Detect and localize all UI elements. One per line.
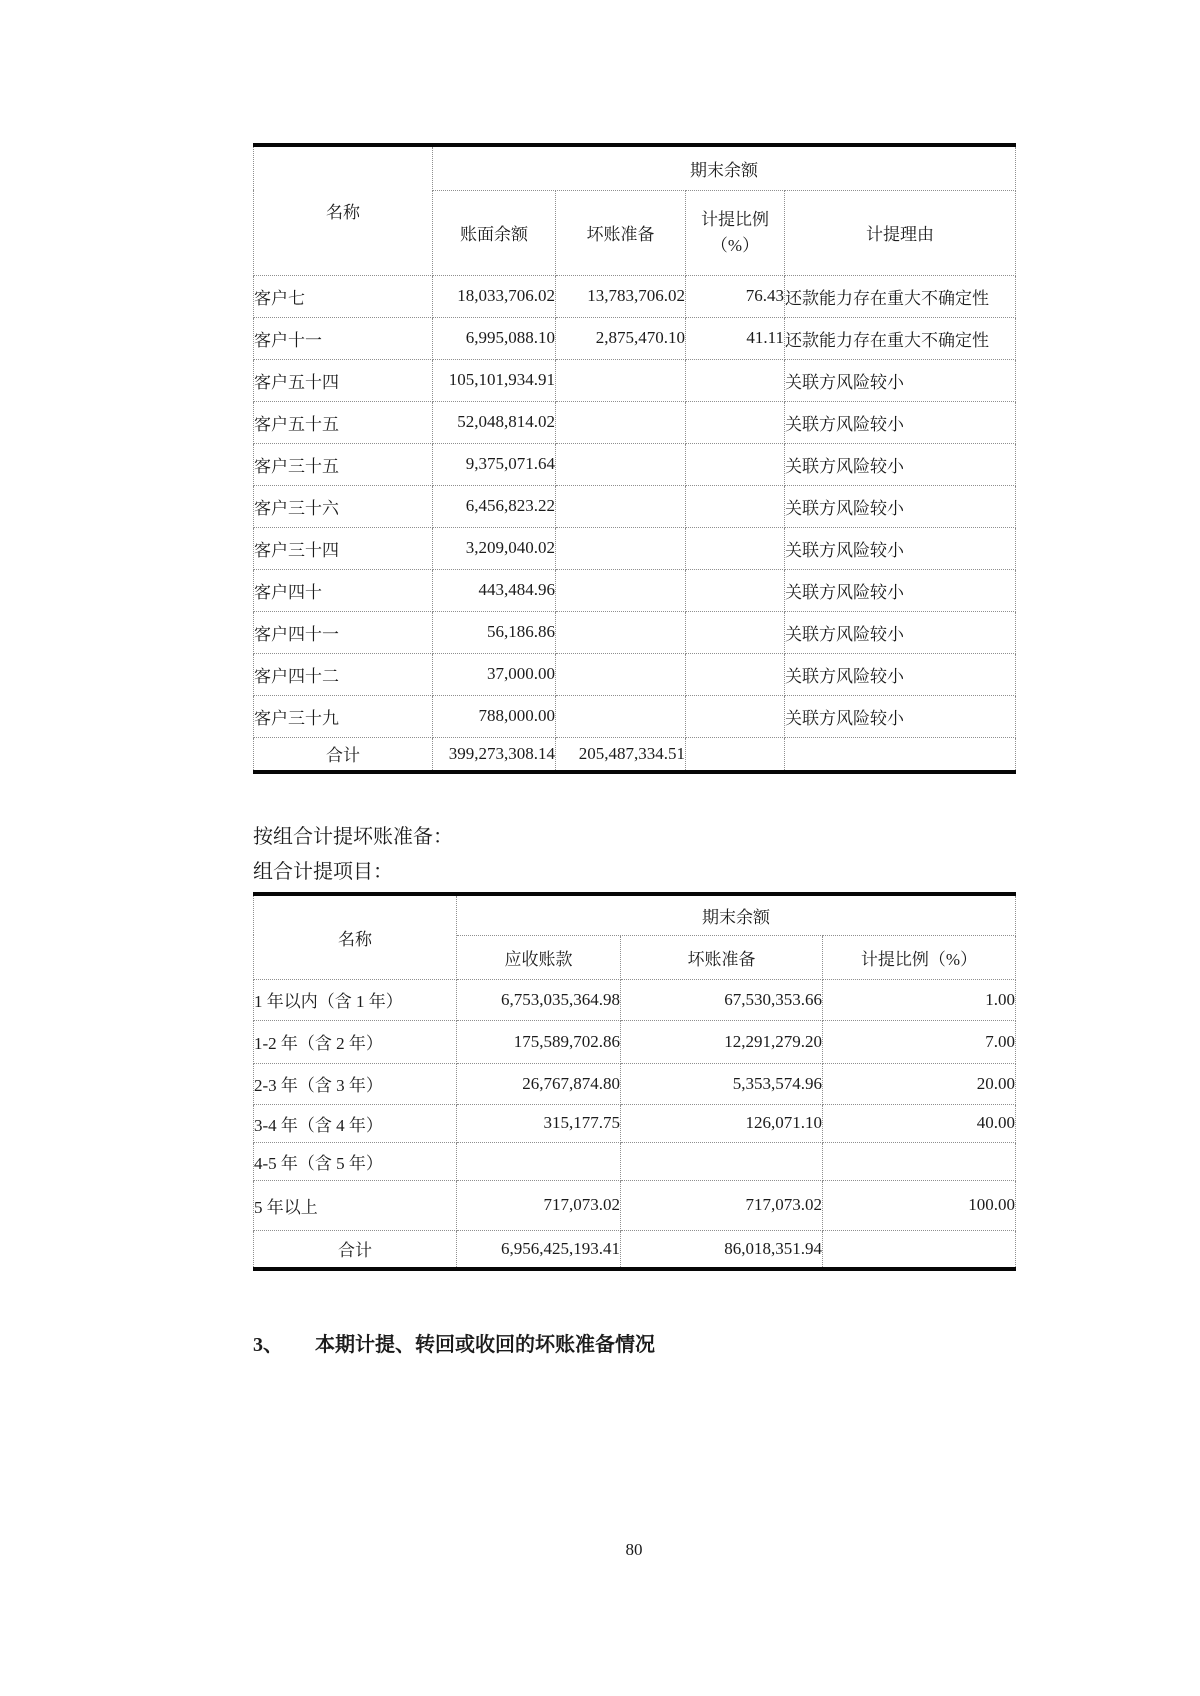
- table1-row: [254, 485, 1016, 527]
- ratio-cell: [686, 569, 785, 611]
- table2-header-name: 名称: [254, 894, 457, 979]
- ratio-cell: [686, 359, 785, 401]
- customer-name-cell: 客户五十四: [254, 359, 433, 401]
- total-book-balance-cell: 399,273,308.14: [433, 737, 556, 772]
- aging-name-cell: 1 年以内（含 1 年）: [254, 979, 457, 1020]
- customer-name-cell: 客户七: [254, 275, 433, 317]
- ratio-cell: [686, 485, 785, 527]
- customer-name-cell: 客户三十五: [254, 443, 433, 485]
- reason-cell: 还款能力存在重大不确定性: [785, 275, 1016, 317]
- table1-header-provision: 坏账准备: [556, 190, 686, 275]
- provision-cell: [556, 443, 686, 485]
- aging-name-cell: 2-3 年（含 3 年）: [254, 1063, 457, 1104]
- table1-row: [254, 359, 1016, 401]
- ratio-cell: [686, 401, 785, 443]
- customer-name-cell: 客户五十五: [254, 401, 433, 443]
- table1-header-ratio-line1: 计提比例: [701, 209, 769, 229]
- section-heading-text: 本期计提、转回或收回的坏账准备情况: [315, 1334, 655, 1356]
- provision-cell: [556, 485, 686, 527]
- ratio-cell: 7.00: [823, 1020, 1016, 1063]
- ratio-cell: [823, 1142, 1016, 1180]
- individual-provision-table: [253, 143, 1016, 774]
- book-balance-cell: 9,375,071.64: [433, 443, 556, 485]
- table1-header-book-balance: 账面余额: [433, 190, 556, 275]
- receivable-cell: 6,753,035,364.98: [457, 979, 621, 1020]
- section-heading-number: 3、: [253, 1334, 283, 1356]
- ratio-cell: [686, 611, 785, 653]
- table1-header-ending-balance: 期末余额: [433, 145, 1016, 190]
- total-ratio-cell: [686, 737, 785, 772]
- table1-row: [254, 653, 1016, 695]
- reason-cell: 关联方风险较小: [785, 653, 1016, 695]
- total-label-cell: 合计: [254, 737, 433, 772]
- ratio-cell: [686, 653, 785, 695]
- table2-header-ratio: 计提比例（%）: [823, 935, 1016, 979]
- provision-cell: [556, 359, 686, 401]
- table1-row: [254, 317, 1016, 359]
- ratio-cell: 100.00: [823, 1180, 1016, 1230]
- book-balance-cell: 3,209,040.02: [433, 527, 556, 569]
- ratio-cell: [686, 527, 785, 569]
- portfolio-section-text: [253, 820, 453, 890]
- book-balance-cell: 37,000.00: [433, 653, 556, 695]
- ratio-cell: 20.00: [823, 1063, 1016, 1104]
- reason-cell: 关联方风险较小: [785, 485, 1016, 527]
- table1-row: [254, 443, 1016, 485]
- reason-cell: 还款能力存在重大不确定性: [785, 317, 1016, 359]
- ratio-cell: [686, 695, 785, 737]
- reason-cell: 关联方风险较小: [785, 359, 1016, 401]
- table2-header-provision: 坏账准备: [621, 935, 823, 979]
- table1-row: [254, 527, 1016, 569]
- table1-row: [254, 569, 1016, 611]
- book-balance-cell: 52,048,814.02: [433, 401, 556, 443]
- total-ratio-cell: [823, 1230, 1016, 1269]
- provision-cell: [621, 1142, 823, 1180]
- aging-name-cell: 3-4 年（含 4 年）: [254, 1104, 457, 1142]
- reason-cell: 关联方风险较小: [785, 695, 1016, 737]
- provision-cell: 717,073.02: [621, 1180, 823, 1230]
- provision-cell: 67,530,353.66: [621, 979, 823, 1020]
- table2-row: [254, 1180, 1016, 1230]
- total-provision-cell: 86,018,351.94: [621, 1230, 823, 1269]
- table2-row: [254, 1142, 1016, 1180]
- receivable-cell: 175,589,702.86: [457, 1020, 621, 1063]
- total-label-cell: 合计: [254, 1230, 457, 1269]
- customer-name-cell: 客户四十一: [254, 611, 433, 653]
- section-heading: [253, 1333, 655, 1357]
- customer-name-cell: 客户三十四: [254, 527, 433, 569]
- table2-header-receivable: 应收账款: [457, 935, 621, 979]
- table2-header-ending-balance: 期末余额: [457, 894, 1016, 935]
- provision-cell: 126,071.10: [621, 1104, 823, 1142]
- book-balance-cell: 6,456,823.22: [433, 485, 556, 527]
- ratio-cell: 1.00: [823, 979, 1016, 1020]
- ratio-cell: 76.43: [686, 275, 785, 317]
- table2-row: [254, 979, 1016, 1020]
- provision-cell: [556, 401, 686, 443]
- book-balance-cell: 6,995,088.10: [433, 317, 556, 359]
- table1-row: [254, 401, 1016, 443]
- receivable-cell: 315,177.75: [457, 1104, 621, 1142]
- portfolio-provision-table: [253, 892, 1016, 1271]
- ratio-cell: 41.11: [686, 317, 785, 359]
- provision-cell: 2,875,470.10: [556, 317, 686, 359]
- table1-row: [254, 695, 1016, 737]
- aging-name-cell: 1-2 年（含 2 年）: [254, 1020, 457, 1063]
- table1-header-name: 名称: [254, 145, 433, 275]
- portfolio-section-line1: 按组合计提坏账准备：: [253, 826, 453, 848]
- receivable-cell: [457, 1142, 621, 1180]
- total-provision-cell: 205,487,334.51: [556, 737, 686, 772]
- book-balance-cell: 105,101,934.91: [433, 359, 556, 401]
- provision-cell: [556, 569, 686, 611]
- table1-header-reason: 计提理由: [785, 190, 1016, 275]
- provision-cell: [556, 653, 686, 695]
- provision-cell: 12,291,279.20: [621, 1020, 823, 1063]
- table1-row: [254, 275, 1016, 317]
- provision-cell: [556, 527, 686, 569]
- reason-cell: 关联方风险较小: [785, 527, 1016, 569]
- table1-total-row: [254, 737, 1016, 772]
- reason-cell: 关联方风险较小: [785, 401, 1016, 443]
- portfolio-section-line2: 组合计提项目：: [253, 861, 393, 883]
- reason-cell: 关联方风险较小: [785, 443, 1016, 485]
- aging-name-cell: 4-5 年（含 5 年）: [254, 1142, 457, 1180]
- book-balance-cell: 18,033,706.02: [433, 275, 556, 317]
- receivable-cell: 26,767,874.80: [457, 1063, 621, 1104]
- reason-cell: 关联方风险较小: [785, 569, 1016, 611]
- customer-name-cell: 客户四十二: [254, 653, 433, 695]
- customer-name-cell: 客户三十六: [254, 485, 433, 527]
- provision-cell: 5,353,574.96: [621, 1063, 823, 1104]
- customer-name-cell: 客户四十: [254, 569, 433, 611]
- table2-total-row: [254, 1230, 1016, 1269]
- page-number: 80: [625, 1540, 643, 1559]
- total-reason-cell: [785, 737, 1016, 772]
- ratio-cell: 40.00: [823, 1104, 1016, 1142]
- reason-cell: 关联方风险较小: [785, 611, 1016, 653]
- table1-header-ratio-line2: （%）: [710, 235, 760, 255]
- table1-row: [254, 611, 1016, 653]
- total-receivable-cell: 6,956,425,193.41: [457, 1230, 621, 1269]
- table1-header-ratio: [686, 190, 785, 275]
- receivable-cell: 717,073.02: [457, 1180, 621, 1230]
- customer-name-cell: 客户三十九: [254, 695, 433, 737]
- table2-row: [254, 1104, 1016, 1142]
- aging-name-cell: 5 年以上: [254, 1180, 457, 1230]
- provision-cell: [556, 695, 686, 737]
- book-balance-cell: 443,484.96: [433, 569, 556, 611]
- book-balance-cell: 788,000.00: [433, 695, 556, 737]
- table2-row: [254, 1020, 1016, 1063]
- provision-cell: 13,783,706.02: [556, 275, 686, 317]
- ratio-cell: [686, 443, 785, 485]
- book-balance-cell: 56,186.86: [433, 611, 556, 653]
- customer-name-cell: 客户十一: [254, 317, 433, 359]
- table2-row: [254, 1063, 1016, 1104]
- provision-cell: [556, 611, 686, 653]
